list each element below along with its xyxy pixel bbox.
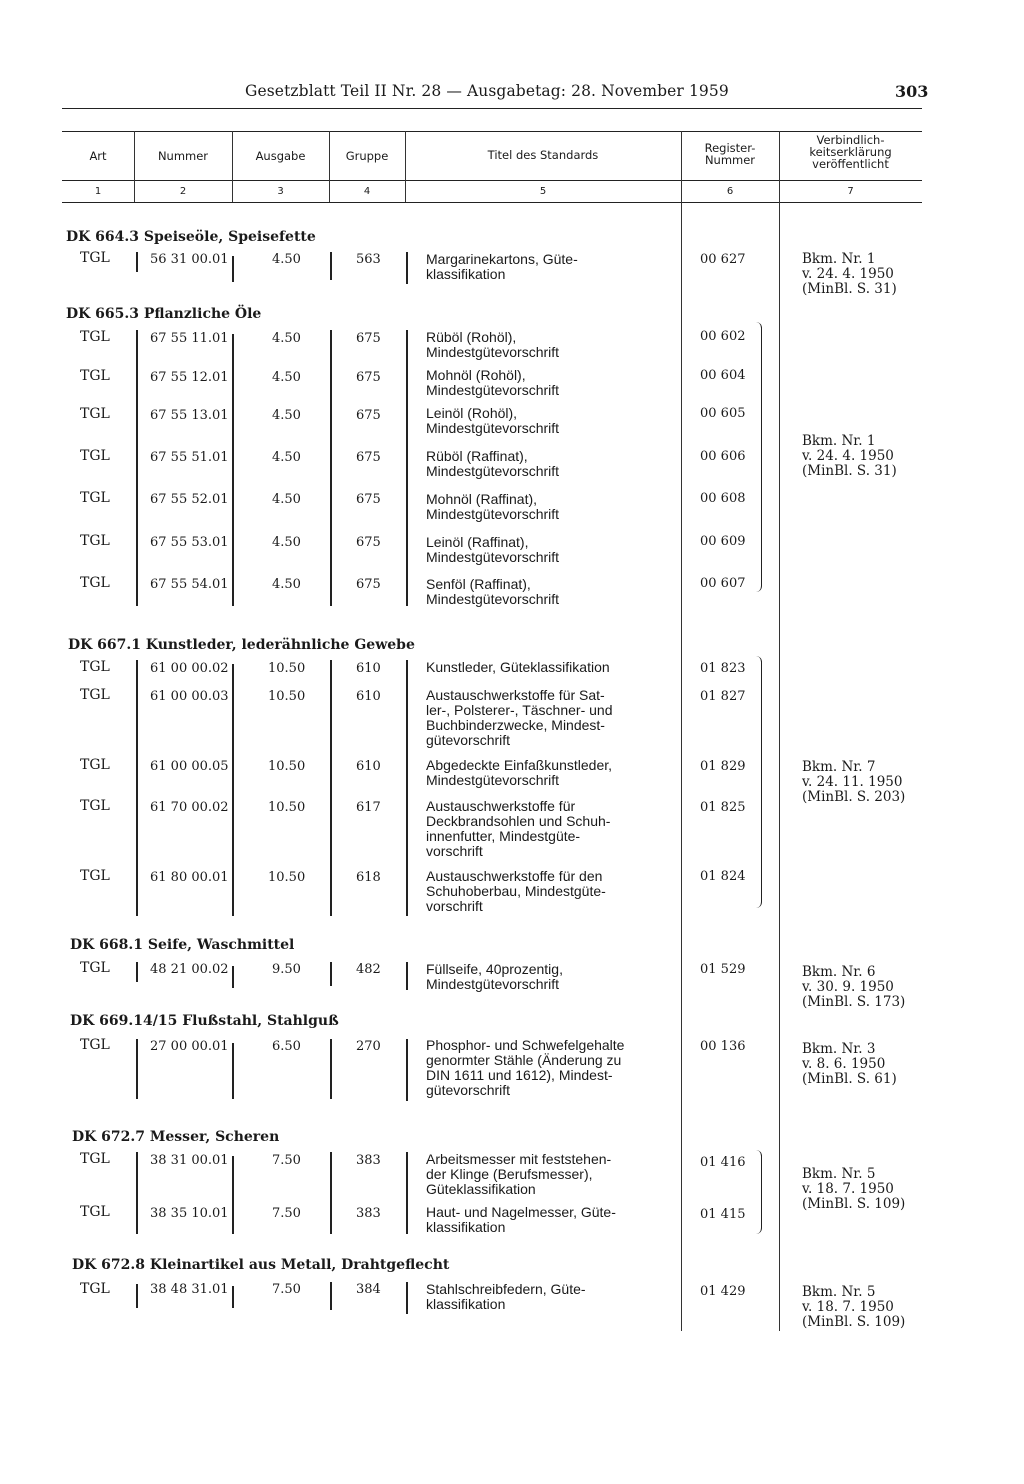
number-rule xyxy=(62,202,922,203)
cell-gruppe: 675 xyxy=(356,535,381,550)
cell-titel: Austauschwerkstoffe für den Schuhoberbau, Mindestgüte- vorschrift xyxy=(426,868,606,914)
cell-titel: Arbeitsmesser mit feststehen- der Klinge (Berufsmesser), Güteklassifikation xyxy=(426,1151,612,1197)
row-bar xyxy=(330,962,332,986)
col-divider-verbindlich xyxy=(779,131,780,1331)
col-header-ausgabe: Ausgabe xyxy=(255,149,306,163)
col-number: 3 xyxy=(277,186,284,197)
section-heading: DK 667.1 Kunstleder, lederähnliche Gewebe xyxy=(68,637,415,653)
cell-register: 01 416 xyxy=(700,1155,746,1170)
cell-nummer: 67 55 52.01 xyxy=(150,492,229,507)
row-bar xyxy=(330,1039,332,1099)
cell-art: TGL xyxy=(80,1281,110,1297)
cell-gruppe: 675 xyxy=(356,577,381,592)
col-number: 5 xyxy=(539,186,547,197)
cell-verbindlich: Bkm. Nr. 1 v. 24. 4. 1950 (MinBl. S. 31) xyxy=(802,251,897,297)
cell-register: 00 606 xyxy=(700,449,746,464)
cell-register: 00 605 xyxy=(700,406,746,421)
cell-register: 01 824 xyxy=(700,869,746,884)
column-bar xyxy=(136,660,138,916)
col-number: 6 xyxy=(726,186,734,197)
cell-ausgabe: 10.50 xyxy=(268,759,306,774)
cell-verbindlich: Bkm. Nr. 5 v. 18. 7. 1950 (MinBl. S. 109) xyxy=(802,1284,906,1330)
cell-ausgabe: 6.50 xyxy=(272,1039,301,1054)
cell-art: TGL xyxy=(80,1151,110,1167)
cell-gruppe: 610 xyxy=(356,759,381,774)
cell-ausgabe: 9.50 xyxy=(272,962,301,977)
cell-ausgabe: 4.50 xyxy=(272,577,301,592)
cell-register: 01 415 xyxy=(700,1207,746,1222)
cell-nummer: 61 00 00.02 xyxy=(150,661,229,676)
cell-gruppe: 384 xyxy=(356,1282,381,1297)
cell-art: TGL xyxy=(80,960,110,976)
section-heading: DK 672.8 Kleinartikel aus Metall, Drahtgeflecht xyxy=(72,1257,450,1273)
cell-gruppe: 610 xyxy=(356,689,381,704)
cell-nummer: 48 21 00.02 xyxy=(150,962,229,977)
row-bar xyxy=(136,962,138,982)
cell-ausgabe: 4.50 xyxy=(272,252,301,267)
col-header-art: Art xyxy=(89,149,107,163)
col-number: 4 xyxy=(363,186,371,197)
cell-gruppe: 563 xyxy=(356,252,381,267)
cell-art: TGL xyxy=(80,448,110,464)
row-bar xyxy=(232,1286,234,1308)
cell-register: 00 136 xyxy=(700,1039,746,1054)
cell-nummer: 56 31 00.01 xyxy=(150,252,229,267)
cell-titel: Abgedeckte Einfaßkunstleder, Mindestgütevorschrift xyxy=(426,757,613,788)
cell-art: TGL xyxy=(80,575,110,591)
row-bar xyxy=(232,966,234,988)
cell-gruppe: 675 xyxy=(356,492,381,507)
cell-register: 01 829 xyxy=(700,759,746,774)
row-bar xyxy=(136,1284,138,1308)
cell-gruppe: 675 xyxy=(356,408,381,423)
cell-nummer: 38 48 31.01 xyxy=(150,1282,229,1297)
cell-nummer: 38 35 10.01 xyxy=(150,1206,229,1221)
cell-titel: Füllseife, 40prozentig, Mindestgütevorschrift xyxy=(426,961,563,992)
cell-titel: Mohnöl (Raffinat), Mindestgütevorschrift xyxy=(426,491,560,522)
column-bar xyxy=(330,1152,332,1234)
cell-register: 01 429 xyxy=(700,1284,746,1299)
cell-register: 01 823 xyxy=(700,661,746,676)
cell-ausgabe: 10.50 xyxy=(268,661,306,676)
cell-nummer: 27 00 00.01 xyxy=(150,1039,229,1054)
header-rule xyxy=(62,180,922,181)
cell-art: TGL xyxy=(80,659,110,675)
col-divider-register xyxy=(681,131,682,1331)
column-bar xyxy=(330,330,332,606)
cell-titel: Rüböl (Rohöl), Mindestgütevorschrift xyxy=(426,329,560,360)
cell-nummer: 67 55 12.01 xyxy=(150,370,229,385)
cell-titel: Kunstleder, Güteklassifikation xyxy=(426,659,610,675)
cell-gruppe: 610 xyxy=(356,661,381,676)
cell-nummer: 61 00 00.03 xyxy=(150,689,229,704)
cell-art: TGL xyxy=(80,250,110,266)
cell-art: TGL xyxy=(80,490,110,506)
cell-ausgabe: 7.50 xyxy=(272,1206,301,1221)
cell-register: 00 627 xyxy=(700,252,746,267)
cell-art: TGL xyxy=(80,368,110,384)
col-header-titel: Titel des Standards xyxy=(487,148,599,162)
cell-titel: Leinöl (Rohöl), Mindestgütevorschrift xyxy=(426,405,560,436)
cell-art: TGL xyxy=(80,533,110,549)
cell-ausgabe: 4.50 xyxy=(272,331,301,346)
cell-nummer: 67 55 53.01 xyxy=(150,535,229,550)
section-heading: DK 672.7 Messer, Scheren xyxy=(72,1129,280,1145)
cell-ausgabe: 4.50 xyxy=(272,492,301,507)
col-number: 2 xyxy=(179,186,187,197)
cell-verbindlich: Bkm. Nr. 3 v. 8. 6. 1950 (MinBl. S. 61) xyxy=(802,1041,897,1087)
cell-register: 00 609 xyxy=(700,534,746,549)
page-number: 303 xyxy=(895,82,929,101)
cell-nummer: 61 00 00.05 xyxy=(150,759,229,774)
cell-verbindlich: Bkm. Nr. 5 v. 18. 7. 1950 (MinBl. S. 109) xyxy=(802,1166,906,1212)
column-bar xyxy=(406,660,408,916)
cell-art: TGL xyxy=(80,868,110,884)
cell-verbindlich: Bkm. Nr. 6 v. 30. 9. 1950 (MinBl. S. 173) xyxy=(802,964,906,1010)
table-top-rule xyxy=(62,131,922,132)
grouping-brace xyxy=(753,322,762,592)
cell-register: 00 602 xyxy=(700,329,746,344)
cell-art: TGL xyxy=(80,757,110,773)
grouping-brace xyxy=(753,656,762,908)
cell-gruppe: 618 xyxy=(356,870,381,885)
col-header-nummer: Nummer xyxy=(157,149,209,163)
grouping-brace xyxy=(753,1150,762,1234)
cell-register: 00 604 xyxy=(700,368,746,383)
cell-register: 01 827 xyxy=(700,689,746,704)
cell-nummer: 38 31 00.01 xyxy=(150,1153,229,1168)
row-bar xyxy=(136,252,138,272)
cell-art: TGL xyxy=(80,406,110,422)
cell-nummer: 61 70 00.02 xyxy=(150,800,229,815)
cell-gruppe: 675 xyxy=(356,370,381,385)
cell-titel: Senföl (Raffinat), Mindestgütevorschrift xyxy=(426,576,560,607)
cell-gruppe: 270 xyxy=(356,1039,381,1054)
cell-ausgabe: 10.50 xyxy=(268,800,306,815)
cell-nummer: 67 55 51.01 xyxy=(150,450,229,465)
cell-titel: Leinöl (Raffinat), Mindestgütevorschrift xyxy=(426,534,560,565)
cell-gruppe: 482 xyxy=(356,962,381,977)
cell-ausgabe: 4.50 xyxy=(272,535,301,550)
cell-nummer: 67 55 11.01 xyxy=(150,331,229,346)
cell-nummer: 67 55 54.01 xyxy=(150,577,229,592)
cell-titel: Rüböl (Raffinat), Mindestgütevorschrift xyxy=(426,448,560,479)
column-bar xyxy=(232,334,234,606)
cell-art: TGL xyxy=(80,798,110,814)
cell-titel: Margarinekartons, Güte- klassifikation xyxy=(426,251,578,282)
row-bar xyxy=(406,1282,408,1314)
top-rule xyxy=(62,108,922,109)
col-number: 7 xyxy=(847,186,854,197)
cell-register: 00 608 xyxy=(700,491,746,506)
section-heading: DK 664.3 Speiseöle, Speisefette xyxy=(66,229,316,245)
column-bar xyxy=(232,664,234,916)
cell-register: 01 529 xyxy=(700,962,746,977)
cell-ausgabe: 4.50 xyxy=(272,370,301,385)
row-bar xyxy=(406,962,408,990)
cell-register: 01 825 xyxy=(700,800,746,815)
cell-titel: Austauschwerkstoffe für Deckbrandsohlen und Schuh- innenfutter, Mindestgüte- vorschrift xyxy=(426,798,611,859)
cell-ausgabe: 7.50 xyxy=(272,1153,301,1168)
running-head: Gesetzblatt Teil II Nr. 28 — Ausgabetag: 28. November 1959 xyxy=(245,82,729,100)
cell-ausgabe: 10.50 xyxy=(268,689,306,704)
row-bar xyxy=(330,1282,332,1310)
column-bar xyxy=(330,660,332,916)
col-number: 1 xyxy=(94,186,102,197)
cell-gruppe: 675 xyxy=(356,331,381,346)
section-heading: DK 665.3 Pflanzliche Öle xyxy=(66,306,262,322)
col-header-verbindlich: Verbindlich- keitserklärung veröffentlicht xyxy=(809,133,892,171)
cell-gruppe: 617 xyxy=(356,800,381,815)
cell-titel: Stahlschreibfedern, Güte- klassifikation xyxy=(426,1281,586,1312)
cell-titel: Haut- und Nagelmesser, Güte- klassifikation xyxy=(426,1204,616,1235)
cell-gruppe: 383 xyxy=(356,1153,381,1168)
cell-titel: Phosphor- und Schwefelgehalte genormter Stähle (Änderung zu DIN 1611 und 1612), Mindest- gütevorschrift xyxy=(426,1037,625,1098)
row-bar xyxy=(232,256,234,282)
cell-gruppe: 383 xyxy=(356,1206,381,1221)
cell-titel: Mohnöl (Rohöl), Mindestgütevorschrift xyxy=(426,367,560,398)
cell-art: TGL xyxy=(80,687,110,703)
row-bar xyxy=(406,1039,408,1101)
cell-verbindlich: Bkm. Nr. 7 v. 24. 11. 1950 (MinBl. S. 203) xyxy=(802,759,906,805)
column-bar xyxy=(136,330,138,606)
section-heading: DK 669.14/15 Flußstahl, Stahlguß xyxy=(70,1013,339,1029)
cell-register: 00 607 xyxy=(700,576,746,591)
column-bar xyxy=(406,330,408,606)
cell-art: TGL xyxy=(80,329,110,345)
column-bar xyxy=(136,1152,138,1234)
row-bar xyxy=(330,252,332,280)
section-heading: DK 668.1 Seife, Waschmittel xyxy=(70,937,295,953)
cell-nummer: 67 55 13.01 xyxy=(150,408,229,423)
row-bar xyxy=(136,1039,138,1099)
cell-verbindlich: Bkm. Nr. 1 v. 24. 4. 1950 (MinBl. S. 31) xyxy=(802,433,897,479)
cell-art: TGL xyxy=(80,1037,110,1053)
row-bar xyxy=(406,252,408,284)
row-bar xyxy=(232,1043,234,1099)
cell-nummer: 61 80 00.01 xyxy=(150,870,229,885)
col-header-register: Register- Nummer xyxy=(704,141,756,167)
column-bar xyxy=(406,1152,408,1234)
column-bar xyxy=(232,1156,234,1234)
cell-ausgabe: 4.50 xyxy=(272,408,301,423)
cell-ausgabe: 4.50 xyxy=(272,450,301,465)
col-header-gruppe: Gruppe xyxy=(345,149,389,163)
cell-art: TGL xyxy=(80,1204,110,1220)
cell-ausgabe: 10.50 xyxy=(268,870,306,885)
cell-ausgabe: 7.50 xyxy=(272,1282,301,1297)
cell-titel: Austauschwerkstoffe für Sat- ler-, Polsterer-, Täschner- und Buchbinderzwecke, Mindest- gütevorschrift xyxy=(426,687,613,748)
cell-gruppe: 675 xyxy=(356,450,381,465)
